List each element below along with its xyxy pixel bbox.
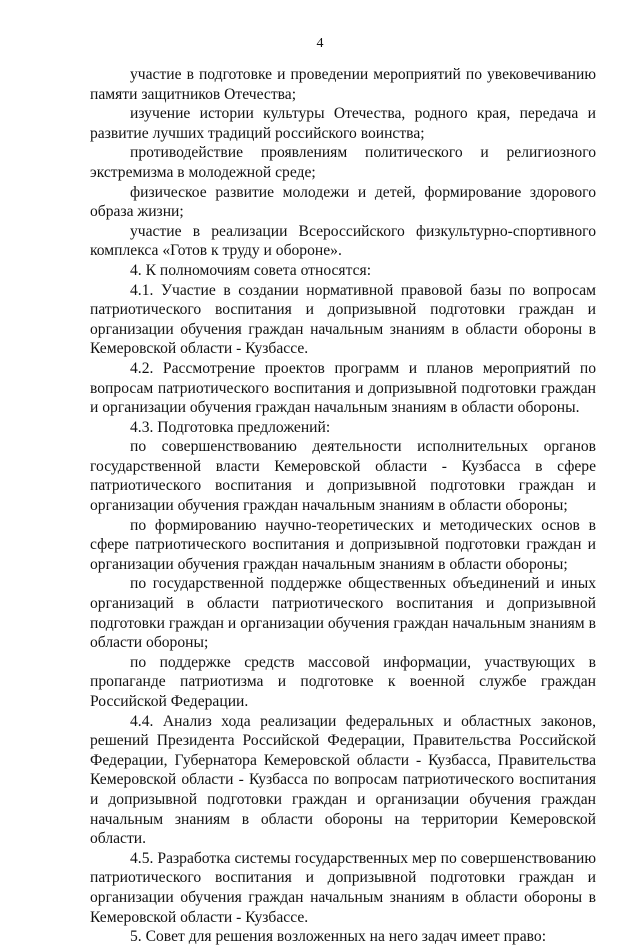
clause-4-1: 4.1. Участие в создании нормативной правовой базы по вопросам патриотического воспитания и допризывной подготовки граждан и организации обучения граждан начальным знаниям в области обороны в Кемеровской области - Кузбассе. bbox=[90, 281, 596, 358]
section-5-heading: 5. Совет для решения возложенных на него задач имеет право: bbox=[130, 928, 547, 946]
paragraph-gto-complex: участие в реализации Всероссийского физкультурно-спортивного комплекса «Готов к труду и обороне». bbox=[90, 222, 596, 260]
section-4-heading: 4. К полномочиям совета относятся: bbox=[130, 261, 372, 279]
paragraph-memorial-activities: участие в подготовке и проведении мероприятий по увековечиванию памяти защитников Отечества; bbox=[90, 66, 596, 103]
clause-4-2: 4.2. Рассмотрение проектов программ и планов мероприятий по вопросам патриотического воспитания и допризывной подготовки граждан и организации обучения граждан начальным знаниям в области обороны. bbox=[90, 359, 596, 417]
document-body bbox=[90, 65, 596, 947]
page-number: 4 bbox=[316, 36, 324, 51]
paragraph-counter-extremism: противодействие проявлениям политического и религиозного экстремизма в молодежной среде; bbox=[90, 144, 596, 181]
clause-4-3: 4.3. Подготовка предложений: bbox=[130, 418, 331, 436]
clause-4-3-item-1: по совершенствованию деятельности исполнительных органов государственной власти Кемеровской области - Кузбасса в сфере патриотического воспитания и допризывной подготовки граждан и организации обучения граждан начальным знаниям в области обороны; bbox=[90, 438, 596, 515]
clause-4-3-item-3: по государственной поддержке общественных объединений и иных организаций в области патриотического воспитания и допризывной подготовки граждан и организации обучения граждан начальным знаниям в области обороны; bbox=[90, 575, 596, 652]
clause-4-3-item-4: по поддержке средств массовой информации, участвующих в пропаганде патриотизма и подготовке к военной службе граждан Российской Федерации. bbox=[90, 653, 596, 710]
clause-4-3-item-2: по формированию научно-теоретических и методических основ в сфере патриотического воспитания и допризывной подготовки граждан и организации обучения граждан начальным знаниям в области обороны; bbox=[90, 516, 596, 573]
paragraph-physical-development: физическое развитие молодежи и детей, формирование здорового образа жизни; bbox=[90, 183, 596, 221]
clause-4-5: 4.5. Разработка системы государственных мер по совершенствованию патриотического воспитания и допризывной подготовки граждан и организации обучения граждан начальным знаниям в области обороны в Кемеровской области - Кузбассе. bbox=[90, 849, 596, 926]
clause-4-4: 4.4. Анализ хода реализации федеральных и областных законов, решений Президента Российской Федерации, Правительства Российской Федерации, Губернатора Кемеровской области - Кузбасса, Правительства Кемеровской области - Кузбасса по вопросам патриотического воспитания и допризывной подготовки граждан и организации обучения граждан начальным знаниям в области обороны на территории Кемеровской области. bbox=[90, 712, 596, 848]
paragraph-history-culture: изучение истории культуры Отечества, родного края, передача и развитие лучших традиций российского воинства; bbox=[90, 105, 596, 142]
